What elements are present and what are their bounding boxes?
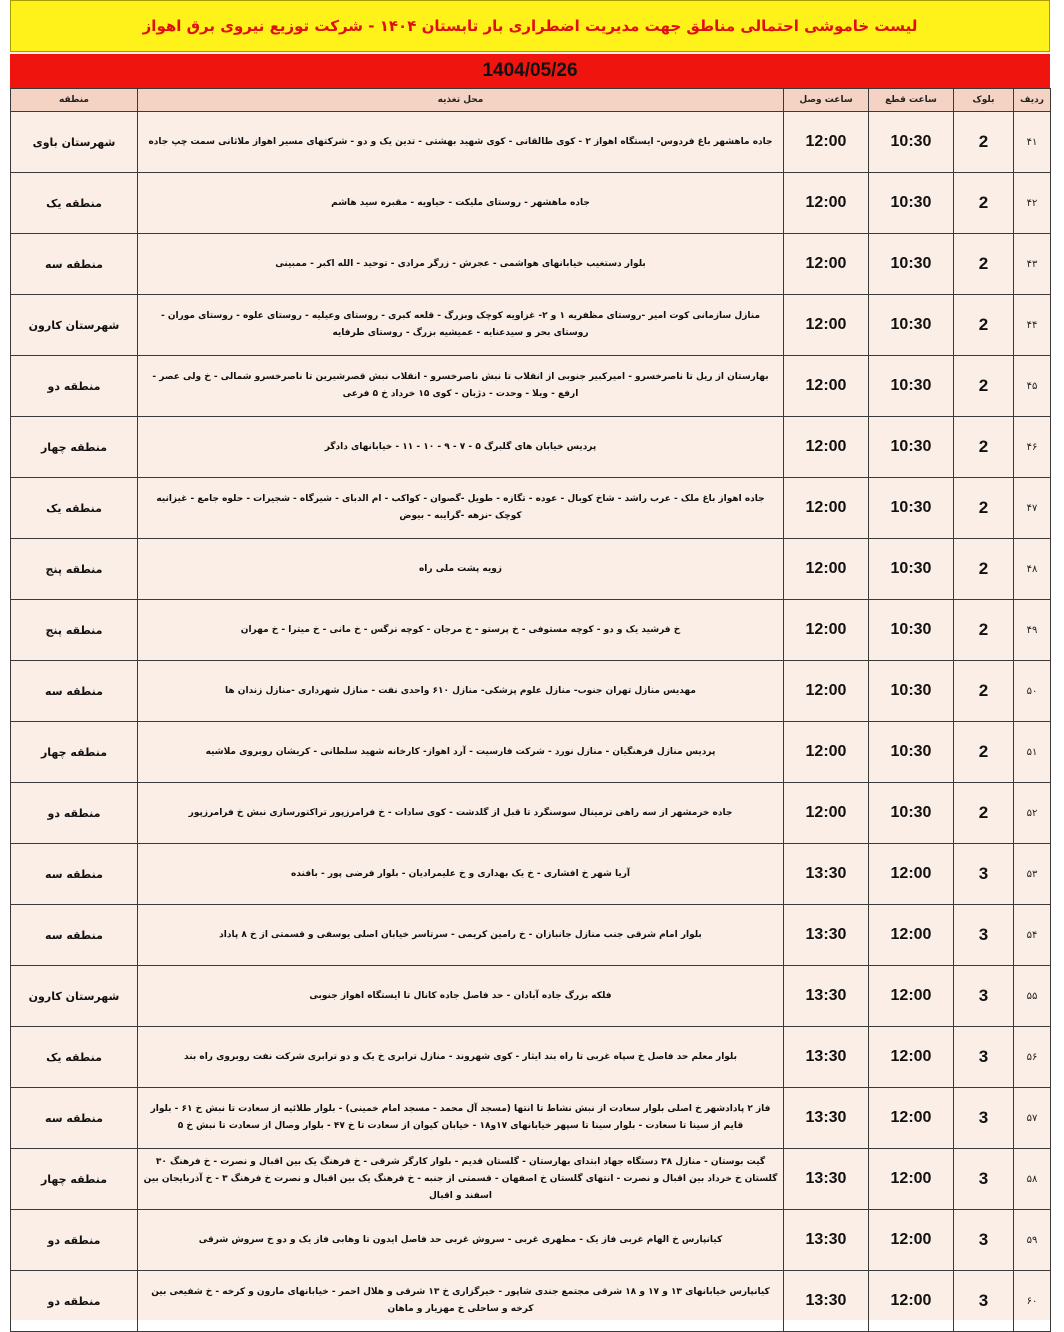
col-header-connect-time: ساعت وصل [784,89,869,112]
region-name: منطقه دو [11,1210,138,1271]
row-number: ۴۶ [1014,417,1051,478]
block-number: 3 [954,1088,1014,1149]
region-name: شهرستان کارون [11,295,138,356]
schedule-sheet [10,0,1050,1320]
cut-time: 12:00 [869,844,954,905]
row-number: ۵۰ [1014,661,1051,722]
cut-time: 12:00 [869,1271,954,1332]
cut-time: 10:30 [869,173,954,234]
table-row [11,783,1051,844]
region-name: منطقه سه [11,1088,138,1149]
connect-time: 13:30 [784,1027,869,1088]
region-name: منطقه چهار [11,722,138,783]
block-number: 3 [954,1027,1014,1088]
row-number: ۵۹ [1014,1210,1051,1271]
cut-time: 10:30 [869,112,954,173]
region-name: منطقه سه [11,234,138,295]
block-number: 3 [954,966,1014,1027]
row-number: ۴۵ [1014,356,1051,417]
table-row [11,356,1051,417]
cut-time: 12:00 [869,1149,954,1210]
region-name: منطقه چهار [11,1149,138,1210]
region-name: منطقه سه [11,661,138,722]
col-header-block: بلوک [954,89,1014,112]
row-number: ۵۸ [1014,1149,1051,1210]
feed-location: بلوار دستغیب خیابانهای هواشمی - عجرش - زرگر مرادی - توحید - الله اکبر - ممبینی [138,234,784,295]
block-number: 2 [954,539,1014,600]
table-row [11,112,1051,173]
region-name: منطقه دو [11,1271,138,1332]
block-number: 3 [954,1149,1014,1210]
cut-time: 10:30 [869,600,954,661]
region-name: منطقه سه [11,844,138,905]
cut-time: 10:30 [869,234,954,295]
region-name: منطقه یک [11,478,138,539]
region-name: شهرستان کارون [11,966,138,1027]
block-number: 2 [954,112,1014,173]
feed-location: فلکه بزرگ جاده آبادان - حد فاصل جاده کانال تا ایستگاه اهواز جنوبی [138,966,784,1027]
connect-time: 13:30 [784,1149,869,1210]
table-row [11,722,1051,783]
connect-time: 12:00 [784,295,869,356]
table-row [11,844,1051,905]
row-number: ۴۹ [1014,600,1051,661]
feed-location: بهارستان از ریل تا ناصرخسرو - امیرکبیر جنوبی از انقلاب تا نبش ناصرخسرو - انقلاب نبش قصرشیرین تا ناصرخسرو شمالی - خ ولی عصر - ارفع - ویلا - وحدت - دژبان - کوی ۱۵ خرداد خ ۵ فرعی [138,356,784,417]
feed-location: کیانپارس خ الهام غربی فاز یک - مطهری غربی - سروش غربی حد فاصل ایدون تا وهابی فاز یک و دو خ سروش شرقی [138,1210,784,1271]
feed-location: آریا شهر خ افشاری - خ یک بهداری و خ علیمرادیان - بلوار فرضی پور - بافنده [138,844,784,905]
feed-location: پردیس منازل فرهنگیان - منازل نورد - شرکت فارسیت - آرد اهواز- کارخانه شهید سلطانی - کریشان روبروی ملاشیه [138,722,784,783]
region-name: منطقه پنج [11,600,138,661]
connect-time: 13:30 [784,966,869,1027]
table-row [11,1027,1051,1088]
row-number: ۶۰ [1014,1271,1051,1332]
connect-time: 12:00 [784,478,869,539]
table-row [11,1149,1051,1210]
cut-time: 10:30 [869,783,954,844]
table-row [11,539,1051,600]
feed-location: جاده ماهشهر - روستای ملیکت - حیاویه - مقبره سید هاشم [138,173,784,234]
row-number: ۵۴ [1014,905,1051,966]
cut-time: 12:00 [869,1088,954,1149]
table-row [11,1210,1051,1271]
cut-time: 12:00 [869,1027,954,1088]
block-number: 3 [954,844,1014,905]
feed-location: بلوار معلم حد فاصل خ سپاه غربی تا راه بند ایثار - کوی شهروند - منازل ترابری خ یک و دو ترابری شرکت نفت روبروی راه بند [138,1027,784,1088]
region-name: منطقه دو [11,783,138,844]
outage-table [10,88,1051,1332]
block-number: 2 [954,234,1014,295]
block-number: 2 [954,600,1014,661]
date-banner: 1404/05/26 [10,54,1050,88]
cut-time: 10:30 [869,661,954,722]
block-number: 2 [954,417,1014,478]
row-number: ۵۶ [1014,1027,1051,1088]
region-name: منطقه یک [11,1027,138,1088]
feed-location: جاده ماهشهر باغ فردوس- ایستگاه اهواز ۲ - کوی طالقانی - کوی شهید بهشتی - تدین یک و دو - شرکتهای مسیر اهواز ملاثانی سمت چپ جاده [138,112,784,173]
block-number: 3 [954,905,1014,966]
region-name: منطقه چهار [11,417,138,478]
table-row [11,1271,1051,1332]
row-number: ۵۳ [1014,844,1051,905]
table-row [11,905,1051,966]
table-row [11,295,1051,356]
connect-time: 13:30 [784,905,869,966]
connect-time: 13:30 [784,844,869,905]
feed-location: فاز ۲ پادادشهر خ اصلی بلوار سعادت از نبش نشاط تا انتها (مسجد آل محمد - مسجد امام خمینی) - بلوار طلائیه از سعادت تا نبش خ ۶۱ - بلوار قایم از سینا تا سعادت - بلوار سینا تا سپهر خیابانهای ۱۷و۱۸ - خیابان کیوان از سعادت تا خ ۴۷ - بلوار وصال از سعادت تا نبش خ ۵ [138,1088,784,1149]
col-header-cut-time: ساعت قطع [869,89,954,112]
row-number: ۵۵ [1014,966,1051,1027]
connect-time: 12:00 [784,173,869,234]
row-number: ۴۱ [1014,112,1051,173]
cut-time: 12:00 [869,966,954,1027]
region-name: منطقه سه [11,905,138,966]
cut-time: 10:30 [869,722,954,783]
feed-location: بلوار امام شرقی جنب منازل جانبازان - خ رامین کریمی - سرتاسر خیابان اصلی یوسفی و قسمتی از خ ۸ پاداد [138,905,784,966]
connect-time: 13:30 [784,1210,869,1271]
block-number: 2 [954,173,1014,234]
table-header-row [11,89,1051,112]
region-name: منطقه پنج [11,539,138,600]
feed-location: پردیس خیابان های گلبرگ ۵ - ۷ - ۹ - ۱۰ - ۱۱ - خیابانهای دادگر [138,417,784,478]
row-number: ۴۷ [1014,478,1051,539]
row-number: ۴۴ [1014,295,1051,356]
connect-time: 13:30 [784,1088,869,1149]
feed-location: جاده اهواز باغ ملک - عرب راشد - شاخ کوبال - عوده - تگازه - طویل -گصوان - کواکب - ام الدبای - شیرگاه - شجیرات - حلوه جامع - غیزانیه کوچک -نزهه -گرایبه - بیوض [138,478,784,539]
cut-time: 10:30 [869,356,954,417]
block-number: 2 [954,722,1014,783]
table-row [11,417,1051,478]
feed-location: زویه پشت ملی راه [138,539,784,600]
connect-time: 12:00 [784,539,869,600]
connect-time: 12:00 [784,600,869,661]
table-row [11,478,1051,539]
connect-time: 12:00 [784,417,869,478]
feed-location: مهدیس منازل تهران جنوب- منازل علوم پزشکی- منازل ۶۱۰ واحدی نفت - منازل شهرداری -منازل زندان ها [138,661,784,722]
cut-time: 10:30 [869,478,954,539]
col-header-region: منطقه [11,89,138,112]
connect-time: 12:00 [784,234,869,295]
connect-time: 12:00 [784,112,869,173]
table-row [11,1088,1051,1149]
connect-time: 13:30 [784,1271,869,1332]
col-header-row: ردیف [1014,89,1051,112]
connect-time: 12:00 [784,661,869,722]
cut-time: 12:00 [869,1210,954,1271]
connect-time: 12:00 [784,783,869,844]
table-row [11,173,1051,234]
feed-location: جاده خرمشهر از سه راهی ترمینال سوسنگرد تا قبل از گلدشت - کوی سادات - خ فرامرزپور تراکتورسازی نبش خ فرامرزپور [138,783,784,844]
block-number: 2 [954,478,1014,539]
row-number: ۴۸ [1014,539,1051,600]
cut-time: 10:30 [869,539,954,600]
feed-location: منازل سازمانی کوت امیر -روستای مظفریه ۱ و ۲- غزاویه کوچک وبزرگ - قلعه کبری - روستای وعیلیه - روستای علوه - روستای موران - روستای بحر و سیدعنایه - عمیشیه بزرگ - روستای طرفایه [138,295,784,356]
page-title: لیست خاموشی احتمالی مناطق جهت مدیریت اضطراری بار تابستان ۱۴۰۴ - شرکت توزیع نیروی برق اهواز [10,0,1050,52]
row-number: ۴۲ [1014,173,1051,234]
region-name: منطقه یک [11,173,138,234]
feed-location: خ فرشید یک و دو - کوچه مستوفی - خ پرستو - خ مرجان - کوچه نرگس - خ مانی - خ میترا - خ مهران [138,600,784,661]
table-row [11,234,1051,295]
connect-time: 12:00 [784,722,869,783]
cut-time: 10:30 [869,295,954,356]
table-row [11,661,1051,722]
block-number: 3 [954,1271,1014,1332]
row-number: ۵۷ [1014,1088,1051,1149]
region-name: منطقه دو [11,356,138,417]
row-number: ۴۳ [1014,234,1051,295]
region-name: شهرستان باوی [11,112,138,173]
block-number: 2 [954,661,1014,722]
cut-time: 12:00 [869,905,954,966]
table-row [11,600,1051,661]
connect-time: 12:00 [784,356,869,417]
block-number: 3 [954,1210,1014,1271]
table-row [11,966,1051,1027]
feed-location: کیانپارس خیابانهای ۱۳ و ۱۷ و ۱۸ شرقی مجتمع جندی شاپور - خیرگزاری خ ۱۳ شرقی و هلال احمر - خیابانهای مارون و کرخه - خ شفیعی بین کرخه و ساحلی خ مهزیار و ماهان [138,1271,784,1332]
col-header-feed-location: محل تغذیه [138,89,784,112]
block-number: 2 [954,783,1014,844]
feed-location: گیت بوستان - منازل ۳۸ دستگاه جهاد ابتدای بهارستان - گلستان قدیم - بلوار کارگر شرقی - خ فرهنگ یک بین اقبال و نصرت - خ فرهنگ ۳۰ گلستان خ خرداد بین اقبال و نصرت - انتهای گلستان خ اصفهان - قسمتی از جنبه - خ فرهنگ یک بین اقبال و نصرت خ فرهنگ ۳ - خ آذربایجان بین اسفند و اقبال [138,1149,784,1210]
block-number: 2 [954,295,1014,356]
row-number: ۵۲ [1014,783,1051,844]
row-number: ۵۱ [1014,722,1051,783]
cut-time: 10:30 [869,417,954,478]
block-number: 2 [954,356,1014,417]
